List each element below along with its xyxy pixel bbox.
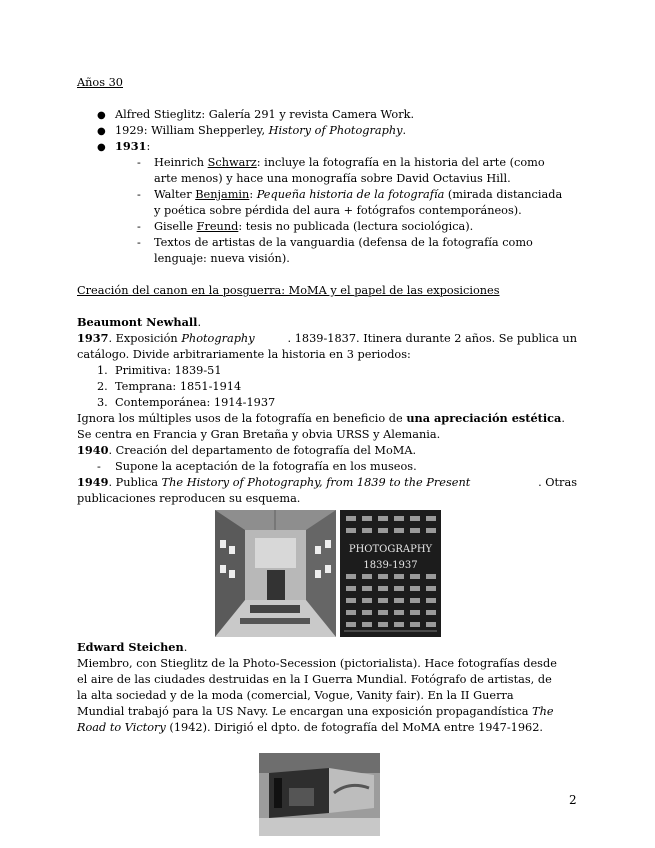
heading-canon: Creación del canon en la posguerra: MoMA y el papel de las exposiciones [77,284,500,297]
book-cover-photo [340,510,441,637]
road-to-victory-photo [259,753,380,836]
dash-marker: - [97,460,101,473]
dash-marker: - [137,220,141,233]
paragraph-1937: 1937. Exposición Photography . 1839-1837. Itinera durante 2 años. Se publica un [77,331,577,345]
bullet-icon: ● [97,142,106,153]
exhibition-photo [215,510,336,637]
dash-marker: - [137,188,141,201]
list-item: Primitiva: 1839-51 [115,364,222,377]
list-number: 2. [97,380,108,393]
steichen-line: la alta sociedad y de la moda (comercial, Vogue, Vanity fair). En la II Guerra [77,689,514,702]
bullet-icon: ● [97,126,106,137]
paragraph-1937-line2: catálogo. Divide arbitrariamente la historia en 3 periodos: [77,348,411,361]
steichen-heading: Edward Steichen. [77,640,188,654]
list-item: Giselle Freund: tesis no publicada (lectura sociológica). [154,220,474,233]
list-item: Supone la aceptación de la fotografía en los museos. [115,460,417,473]
list-item: 1931: [115,139,151,153]
bullet-icon: ● [97,110,106,121]
list-item: Contemporánea: 1914-1937 [115,396,276,409]
list-item: Alfred Stieglitz: Galería 291 y revista Camera Work. [115,108,415,121]
paragraph-1940: 1940. Creación del departamento de fotografía del MoMA. [77,443,417,457]
list-item: Heinrich Schwarz: incluye la fotografía en la historia del arte (como [154,156,545,169]
steichen-line: Mundial trabajó para la US Navy. Le encargan una exposición propagandística The [77,705,554,718]
page-number: 2 [569,793,577,807]
list-item-continuation: y poética sobre pérdida del aura + fotógrafos contemporáneos). [154,204,522,217]
horse-frames-icon [340,510,441,637]
steichen-line: Miembro, con Stieglitz de la Photo-Secession (pictorialista). Hace fotografías desde [77,657,557,670]
list-item: Temprana: 1851-1914 [115,380,242,393]
newhall-heading: Beaumont Newhall. [77,315,202,329]
ignora-line: Ignora los múltiples usos de la fotografía en beneficio de una apreciación estética. [77,411,565,425]
centra-line: Se centra en Francia y Gran Bretaña y obvia URSS y Alemania. [77,428,441,441]
dash-marker: - [137,156,141,169]
paragraph-1949-line2: publicaciones reproducen su esquema. [77,492,301,505]
dash-marker: - [137,236,141,249]
book-cover-title: PHOTOGRAPHY [348,544,433,555]
book-cover-years: 1839-1937 [363,560,418,571]
list-item: 1929: William Shepperley, History of Photography. [115,124,407,137]
list-item: Walter Benjamin: Pequeña historia de la fotografía (mirada distanciada [154,188,563,201]
list-item: Textos de artistas de la vanguardia (defensa de la fotografía como [154,236,533,249]
list-number: 3. [97,396,108,409]
list-item-continuation: arte menos) y hace una monografía sobre David Octavius Hill. [154,172,511,185]
paragraph-1949: 1949. Publica The History of Photography, from 1839 to the Present . Otras [77,475,577,489]
steichen-line: el aire de las ciudades destruidas en la I Guerra Mundial. Fotógrafo de artistas, de [77,673,552,686]
heading-anos-30: Años 30 [77,76,123,89]
list-item-continuation: lenguaje: nueva visión). [154,252,290,265]
list-number: 1. [97,364,108,377]
steichen-line: Road to Victory (1942). Dirigió el dpto. de fotografía del MoMA entre 1947-1962. [77,721,543,734]
